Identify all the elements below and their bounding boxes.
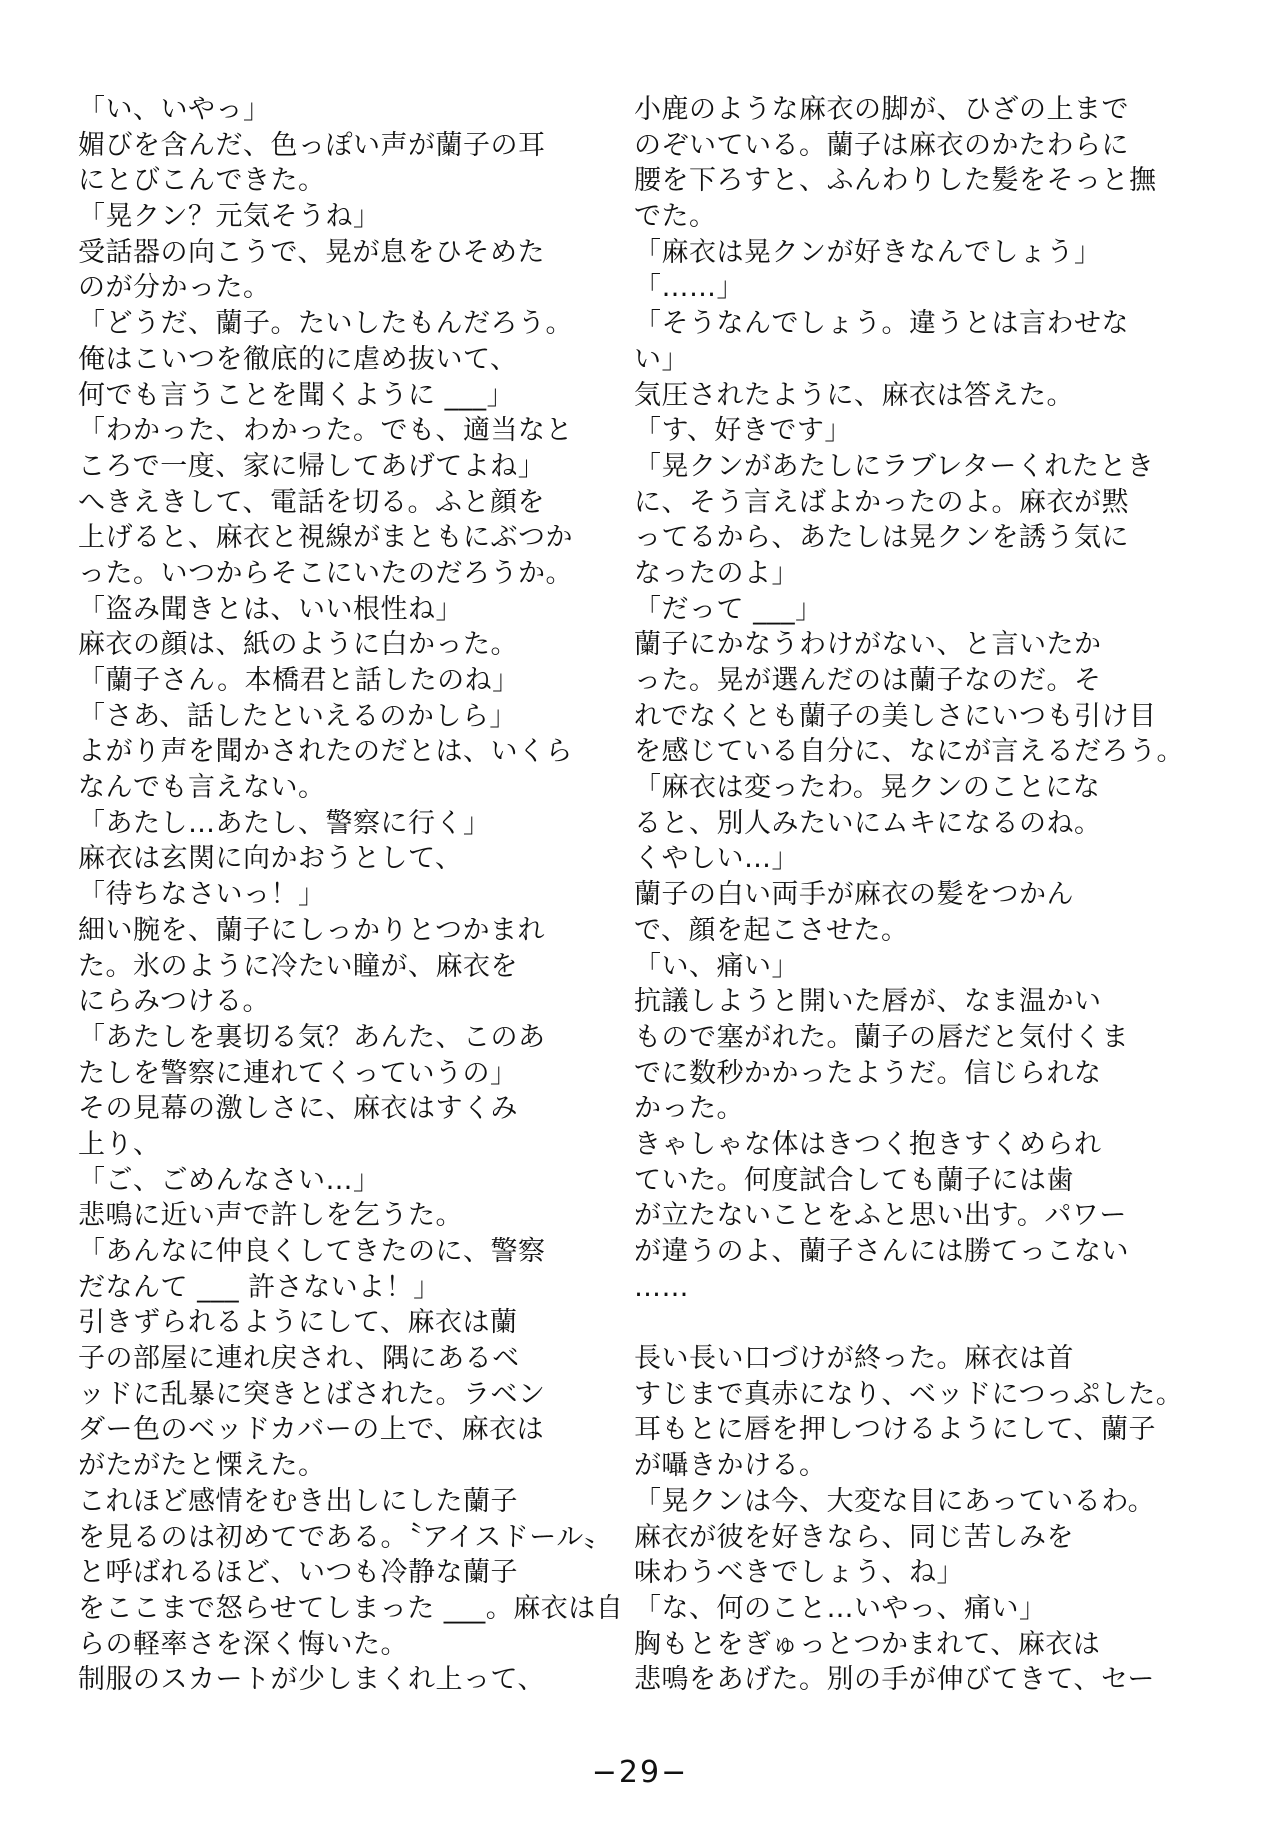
text-line: すじまで真赤になり、ベッドにつっぷした。 [634,1378,1184,1410]
text-line: 子の部屋に連れ戻され、隅にあるベ [78,1343,520,1375]
text-line: 「どうだ、蘭子。たいしたもんだろう。 [78,308,573,340]
text-line: のが分かった。 [78,272,271,304]
text-line: 麻衣の顔は、紙のように白かった。 [78,629,518,661]
text-line: 上り、 [78,1128,161,1160]
text-line: と呼ばれるほど、いつも冷静な蘭子 [78,1557,518,1589]
text-line: のぞいている。蘭子は麻衣のかたわらに [634,129,1129,161]
text-line: もので塞がれた。蘭子の唇だと気付くま [634,1021,1129,1053]
text-line: かった。 [634,1093,744,1125]
text-line: にらみつける。 [78,986,270,1018]
text-line: でた。 [634,201,717,233]
text-line: 「い、痛い」 [634,950,799,982]
text-line: 「そうなんでしょう。違うとは言わせな [634,308,1129,340]
text-line: 俺はこいつを徹底的に虐め抜いて、 [78,343,518,375]
text-line: ころで一度、家に帰してあげてよね」 [78,450,546,482]
text-line: 引きずられるようにして、麻衣は蘭 [78,1307,518,1339]
text-line: 耳もとに唇を押しつけるようにして、蘭子 [634,1414,1156,1446]
text-line: なったのよ」 [634,557,799,589]
text-line: にとびこんできた。 [78,165,326,197]
text-line: を見るのは初めてである。〝アイスドール〟 [78,1521,612,1553]
text-line: 抗議しようと開いた唇が、なま温かい [634,986,1102,1018]
text-line: きゃしゃな体はきつく抱きすくめられ [634,1128,1102,1160]
text-line: 味わうべきでしょう、ね」 [634,1557,964,1589]
text-line: 「あたし…あたし、警察に行く」 [78,807,491,839]
text-line: 長い長い口づけが終った。麻衣は首 [634,1343,1074,1375]
text-line: 悲鳴をあげた。別の手が伸びてきて、セー [634,1664,1155,1696]
text-line: 「……」 [634,272,744,304]
text-line: くやしい…」 [634,843,799,875]
text-line: に、そう言えばよかったのよ。麻衣が黙 [634,486,1129,518]
text-line: ると、別人みたいにムキになるのね。 [634,807,1102,839]
text-line: 麻衣が彼を好きなら、同じ苦しみを [634,1521,1074,1553]
text-line: ていた。何度試合しても蘭子には歯 [634,1164,1074,1196]
text-line: で、顔を起こさせた。 [634,914,909,946]
text-line: 「あんなに仲良くしてきたのに、警察 [78,1236,546,1267]
text-line: った。晃が選んだのは蘭子なのだ。そ [634,665,1102,696]
text-line: 麻衣は玄関に向かおうとして、 [78,843,463,875]
text-line: だなんて ___ 許さないよ！」 [78,1271,441,1303]
text-line: よがり声を聞かされたのだとは、いくら [78,736,573,768]
text-line: なんでも言えない。 [78,772,326,804]
text-line: 小鹿のような麻衣の脚が、ひざの上まで [634,94,1129,125]
text-line: 「な、何のこと…いやっ、痛い」 [634,1592,1047,1624]
text-line: がたがたと慄えた。 [78,1450,326,1482]
text-line: 「蘭子さん。本橋君と話したのね」 [78,665,520,696]
text-line: …… [634,1271,689,1303]
page-number: −29− [591,1755,689,1790]
left-text-column [78,92,648,1698]
text-line: 受話器の向こうで、晃が息をひそめた [78,236,545,268]
text-line: た。氷のように冷たい瞳が、麻衣を [78,950,518,982]
text-line: 「盗み聞きとは、いい根性ね」 [78,593,463,625]
text-line: ってるから、あたしは晃クンを誘う気に [634,522,1129,554]
text-line: が囁きかける。 [634,1450,827,1482]
text-line: ッドに乱暴に突きとばされた。ラベン [78,1378,546,1410]
text-line: 「晃クン？元気そうね」 [78,201,381,233]
text-line: が違うのよ、蘭子さんには勝てっこない [634,1236,1129,1267]
text-line: をここまで怒らせてしまった ___。麻衣は自 [78,1592,624,1624]
text-line: 「麻衣は晃クンが好きなんでしょう」 [634,236,1102,268]
text-line [634,1305,1204,1341]
text-line: 「す、好きです」 [634,415,852,447]
text-line: った。いつからそこにいたのだろうか。 [78,557,573,589]
text-line: たしを警察に連れてくっていうの」 [78,1057,518,1089]
text-line: へきえきして、電話を切る。ふと顔を [78,486,545,518]
text-line: が立たないことをふと思い出す。パワー [634,1200,1127,1232]
text-line: 「あたしを裏切る気？あんた、このあ [78,1021,546,1053]
text-line: を感じている自分に、なにが言えるだろう。 [634,736,1184,768]
text-line: 上げると、麻衣と視線がまともにぶつか [78,522,573,554]
text-line: これほど感情をむき出しにした蘭子 [78,1485,518,1517]
text-line: 胸もとをぎゅっとつかまれて、麻衣は [634,1628,1101,1660]
text-line: その見幕の激しさに、麻衣はすくみ [78,1093,518,1125]
text-line: 「だって ___」 [634,593,823,625]
text-line: 「い、いやっ」 [78,94,271,125]
text-line: い」 [634,343,689,375]
text-line: 蘭子にかなうわけがない、と言いたか [634,629,1102,661]
text-line: 悲鳴に近い声で許しを乞うた。 [78,1200,463,1232]
text-line: 「麻衣は変ったわ。晃クンのことにな [634,772,1101,804]
text-line: 媚びを含んだ、色っぽい声が蘭子の耳 [78,129,546,161]
text-line: ダー色のベッドカバーの上で、麻衣は [78,1414,545,1446]
text-line: 何でも言うことを聞くように ___」 [78,379,515,411]
text-line: 細い腕を、蘭子にしっかりとつかまれ [78,914,545,946]
text-line: 蘭子の白い両手が麻衣の髪をつかん [634,879,1074,911]
text-line: 腰を下ろすと、ふんわりした髪をそっと撫 [634,165,1157,197]
text-line: 「わかった、わかった。でも、適当なと [78,415,573,447]
text-line: れでなくとも蘭子の美しさにいつも引け目 [634,700,1157,732]
text-line: 「ご、ごめんなさい…」 [78,1164,381,1196]
text-line: らの軽率さを深く悔いた。 [78,1628,408,1660]
text-line: 制服のスカートが少しまくれ上って、 [78,1664,545,1696]
text-line: 「さあ、話したといえるのかしら」 [78,700,517,732]
text-line: 気圧されたように、麻衣は答えた。 [634,379,1074,411]
text-line: でに数秒かかったようだ。信じられな [634,1057,1102,1089]
text-line: 「待ちなさいっ！」 [78,879,326,911]
text-line: 「晃クンは今、大変な目にあっているわ。 [634,1485,1156,1517]
right-text-column [634,92,1204,1698]
text-line: 「晃クンがあたしにラブレターくれたとき [634,450,1155,482]
